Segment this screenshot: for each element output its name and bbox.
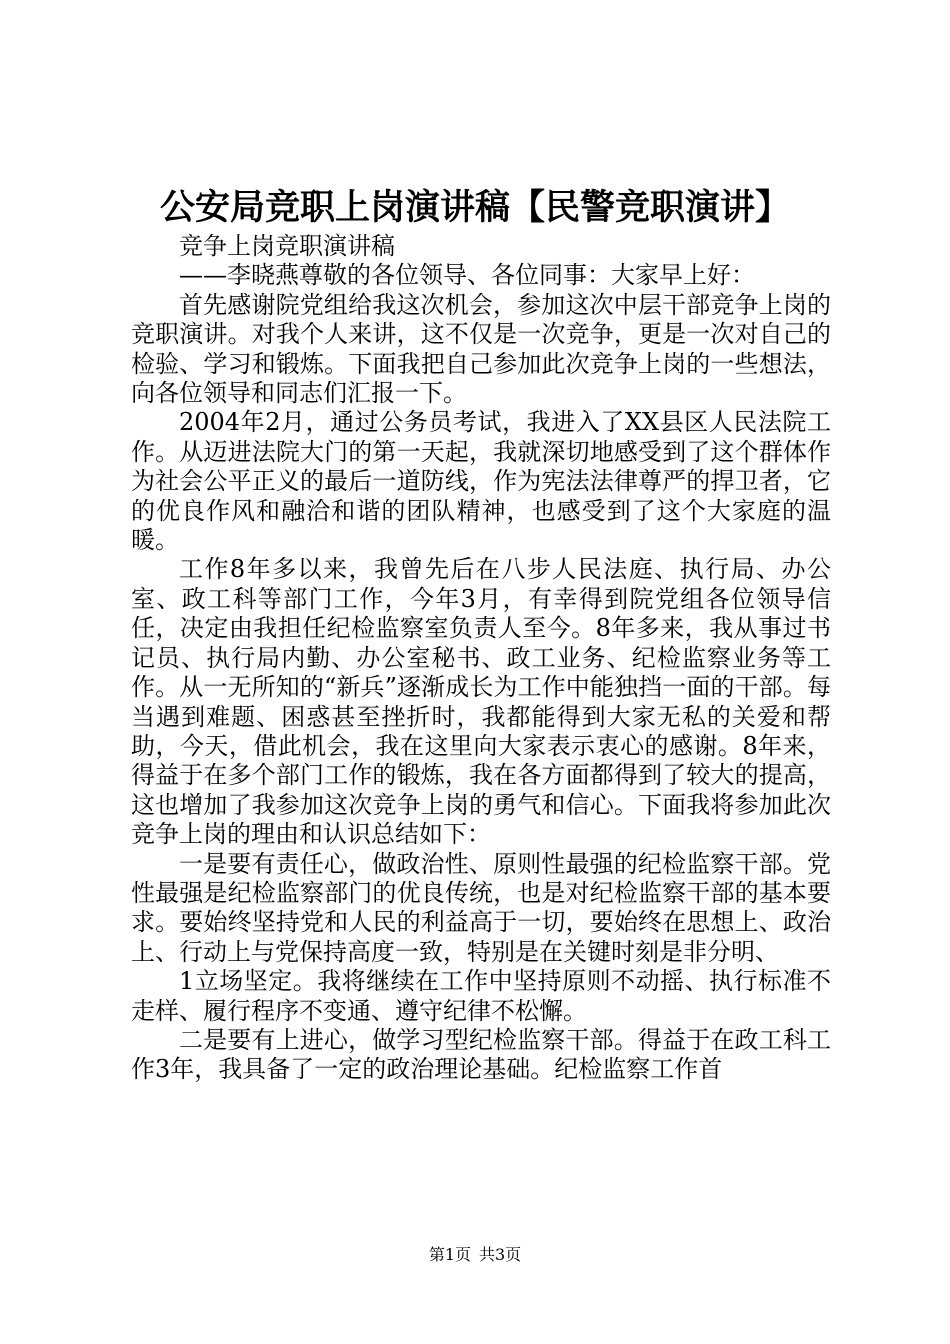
document-title: 公安局竞职上岗演讲稿【民警竞职演讲】 bbox=[159, 187, 790, 228]
page-footer bbox=[0, 1244, 950, 1266]
page-total: 共3页 bbox=[479, 1245, 522, 1264]
paragraph-subtitle: 竞争上岗竞职演讲稿 bbox=[179, 232, 395, 260]
paragraph: 2004年2月，通过公务员考试，我进入了XX县区人民法院工作。从迈进法院大门的第一天起，我就深切地感受到了这个群体作为社会公平正义的最后一道防线，作为宪法法律尊严的捍卫者，它的优良作风和融洽和谐的团队精神，也感受到了这个大家庭的温暖。 bbox=[131, 408, 831, 555]
paragraph-greeting: ——李晓燕尊敬的各位领导、各位同事：大家早上好： bbox=[179, 261, 755, 290]
paragraph: 一是要有责任心，做政治性、原则性最强的纪检监察干部。党性最强是纪检监察部门的优良传统，也是对纪检监察干部的基本要求。要始终坚持党和人民的利益高于一切，要始终在思想上、政治上、行动上与党保持高度一致，特别是在关键时刻是非分明、 bbox=[131, 849, 831, 966]
document-body bbox=[131, 232, 831, 1085]
paragraph: 1立场坚定。我将继续在工作中坚持原则不动摇、执行标准不走样、履行程序不变通、遵守纪律不松懈。 bbox=[131, 967, 831, 1025]
paragraph: 二是要有上进心，做学习型纪检监察干部。得益于在政工科工作3年，我具备了一定的政治理论基础。纪检监察工作首 bbox=[131, 1025, 831, 1084]
paragraph: 首先感谢院党组给我这次机会，参加这次中层干部竞争上岗的竞职演讲。对我个人来讲，这不仅是一次竞争，更是一次对自己的检验、学习和锻炼。下面我把自己参加此次竞争上岗的一些想法，向各位领导和同志们汇报一下。 bbox=[131, 290, 831, 408]
page-number: 第1页 bbox=[428, 1245, 471, 1264]
paragraph: 工作8年多以来，我曾先后在八步人民法庭、执行局、办公室、政工科等部门工作，今年3月，有幸得到院党组各位领导信任，决定由我担任纪检监察室负责人至今。8年多来，我从事过书记员、执行局内勤、办公室秘书、政工业务、纪检监察业务等工作。从一无所知的“新兵”逐渐成长为工作中能独挡一面的干部。每当遇到难题、困惑甚至挫折时，我都能得到大家无私的关爱和帮助，今天，借此机会，我在这里向大家表示衷心的感谢。8年来，得益于在多个部门工作的锻炼，我在各方面都得到了较大的提高，这也增加了我参加这次竞争上岗的勇气和信心。下面我将参加此次竞争上岗的理由和认识总结如下： bbox=[131, 555, 831, 849]
